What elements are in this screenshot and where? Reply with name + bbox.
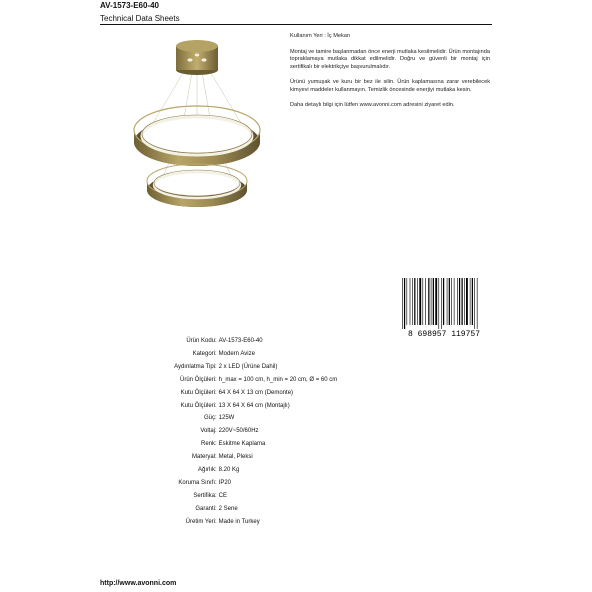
barcode-bar — [454, 278, 455, 325]
spec-label: Kutu Ölçüleri — [180, 402, 215, 409]
spec-value-wrap — [215, 493, 227, 499]
product-barcode — [398, 276, 490, 340]
spec-separator: : — [215, 350, 217, 357]
barcode-bar — [449, 278, 450, 325]
barcode-bar — [414, 278, 415, 325]
spec-label: Renk — [200, 441, 215, 448]
spec-value: Eskitme Kaplama — [218, 441, 266, 448]
spec-label: Sertifika — [193, 492, 215, 499]
spec-value: h_max = 100 cm, h_min = 20 cm, Ø = 60 cm — [218, 376, 338, 383]
barcode-bar — [422, 278, 423, 325]
spec-label: Voltaj — [200, 428, 215, 435]
spec-separator: : — [215, 479, 217, 486]
header-divider — [100, 24, 492, 25]
spec-value: 64 X 64 X 13 cm (Demonte) — [218, 389, 294, 396]
spec-label: Kutu Ölçüleri — [180, 389, 215, 396]
safety-paragraph: Montaj ve tamire başlanmadan önce enerji mutlaka kesilmelidir. Ürün montajında topraklamaya mutlaka dikkat edilmelidir. Doğru ve güvenli bir montaj için sertifikalı bir elektrikçiye başvurulmalıdır. — [290, 48, 490, 70]
barcode-bar — [457, 278, 458, 325]
barcode-bar — [470, 278, 471, 325]
spec-value-wrap — [215, 415, 234, 421]
spec-label: Aydınlatma Tipi — [174, 363, 215, 370]
spec-separator: : — [215, 441, 217, 448]
spec-value-wrap — [215, 338, 263, 344]
spec-value: 2 x LED (Ürüne Dahil) — [218, 363, 278, 370]
spec-value-wrap — [215, 441, 265, 447]
spec-separator: : — [215, 402, 217, 409]
spec-label: Ürün Kodu — [186, 338, 215, 344]
spec-value-wrap — [215, 519, 260, 525]
spec-separator: : — [215, 376, 217, 383]
spec-value-wrap — [215, 351, 255, 357]
footer-url[interactable]: http://www.avonni.com — [100, 580, 177, 587]
barcode-bar — [404, 278, 405, 329]
barcode-bar — [464, 278, 465, 325]
spec-value: Modern Avize — [218, 350, 255, 357]
info-panel — [290, 33, 490, 117]
spec-value: IP20 — [218, 479, 232, 486]
spec-value-wrap — [215, 454, 253, 460]
spec-value: AV-1573-E60-40 — [218, 338, 263, 344]
spec-label: Ürün Ölçüleri — [179, 376, 215, 383]
spec-separator: : — [215, 415, 217, 422]
spec-separator: : — [215, 518, 217, 525]
barcode-bar — [472, 278, 473, 325]
product-code-heading: AV-1573-E60-40 — [100, 1, 159, 10]
barcode-bar — [425, 278, 426, 325]
spec-value: 8.20 Kg — [218, 467, 240, 473]
barcode-bar — [459, 278, 460, 325]
barcode-bar — [428, 278, 429, 325]
barcode-bar — [462, 278, 463, 325]
spec-label: Garanti — [195, 505, 215, 512]
document-subtitle: Technical Data Sheets — [100, 14, 180, 23]
spec-value-wrap — [215, 403, 290, 409]
barcode-bar — [431, 278, 432, 325]
spec-separator: : — [215, 492, 217, 499]
barcode-bar — [443, 278, 444, 325]
spec-value: 2 Sene — [218, 505, 238, 512]
usage-location: Kullanım Yeri : İç Mekan — [290, 33, 351, 39]
barcode-bar — [435, 278, 437, 325]
barcode-bar — [410, 278, 411, 325]
spec-value: 220V~50/60Hz — [218, 428, 259, 435]
spec-separator: : — [215, 363, 217, 370]
barcode-bar — [474, 278, 475, 329]
barcode-bar — [402, 278, 403, 329]
spec-label: Üretim Yeri — [185, 518, 215, 525]
barcode-bar — [407, 278, 408, 325]
spec-label: Ağırlık — [197, 467, 215, 473]
barcode-bar — [441, 278, 442, 329]
barcode-bar — [451, 278, 452, 325]
spec-separator: : — [215, 505, 217, 512]
barcode-bar — [417, 278, 418, 325]
spec-value-wrap — [215, 428, 259, 434]
spec-value: Metal, Pleksi — [218, 454, 253, 461]
spec-label: Güç — [203, 415, 215, 422]
website-paragraph: Daha detaylı bilgi için lütfen www.avonni.com adresini ziyaret edin. — [290, 101, 455, 108]
spec-value-wrap — [215, 364, 277, 370]
spec-value: 13 X 64 X 64 cm (Montajlı) — [218, 402, 290, 409]
spec-separator: : — [215, 389, 217, 396]
barcode-bar — [412, 278, 413, 325]
spec-value-wrap — [215, 390, 293, 396]
spec-separator: : — [215, 454, 217, 461]
spec-value: Made in Turkey — [218, 518, 260, 525]
spec-label: Materyal — [191, 454, 215, 461]
barcode-bar — [477, 278, 478, 329]
spec-separator: : — [215, 428, 217, 435]
barcode-bar — [466, 278, 468, 325]
spec-value-wrap — [215, 480, 231, 486]
spec-separator: : — [215, 338, 217, 344]
care-paragraph: Ürünü yumuşak ve kuru bir bez ile silin. Ürün kaplamasına zarar verebilecek kimyevi maddeler kullanmayın. Temizlik öncesinde enerjiyi mutlaka kesin. — [290, 78, 490, 93]
barcode-bar — [433, 278, 434, 325]
spec-value-wrap — [215, 377, 337, 383]
spec-value: 125W — [218, 415, 235, 422]
spec-value-wrap — [215, 506, 238, 512]
product-image — [122, 30, 272, 212]
barcode-bar — [447, 278, 448, 325]
barcode-bar — [438, 278, 439, 329]
barcode-bar — [419, 278, 421, 325]
spec-separator: : — [215, 467, 217, 473]
barcode-digits: 8 698957 119757 — [407, 330, 481, 339]
spec-label: Kategori — [192, 350, 215, 357]
spec-value: CE — [218, 492, 228, 499]
spec-label: Koruma Sınıfı — [178, 479, 215, 486]
spec-value-wrap — [215, 467, 239, 473]
